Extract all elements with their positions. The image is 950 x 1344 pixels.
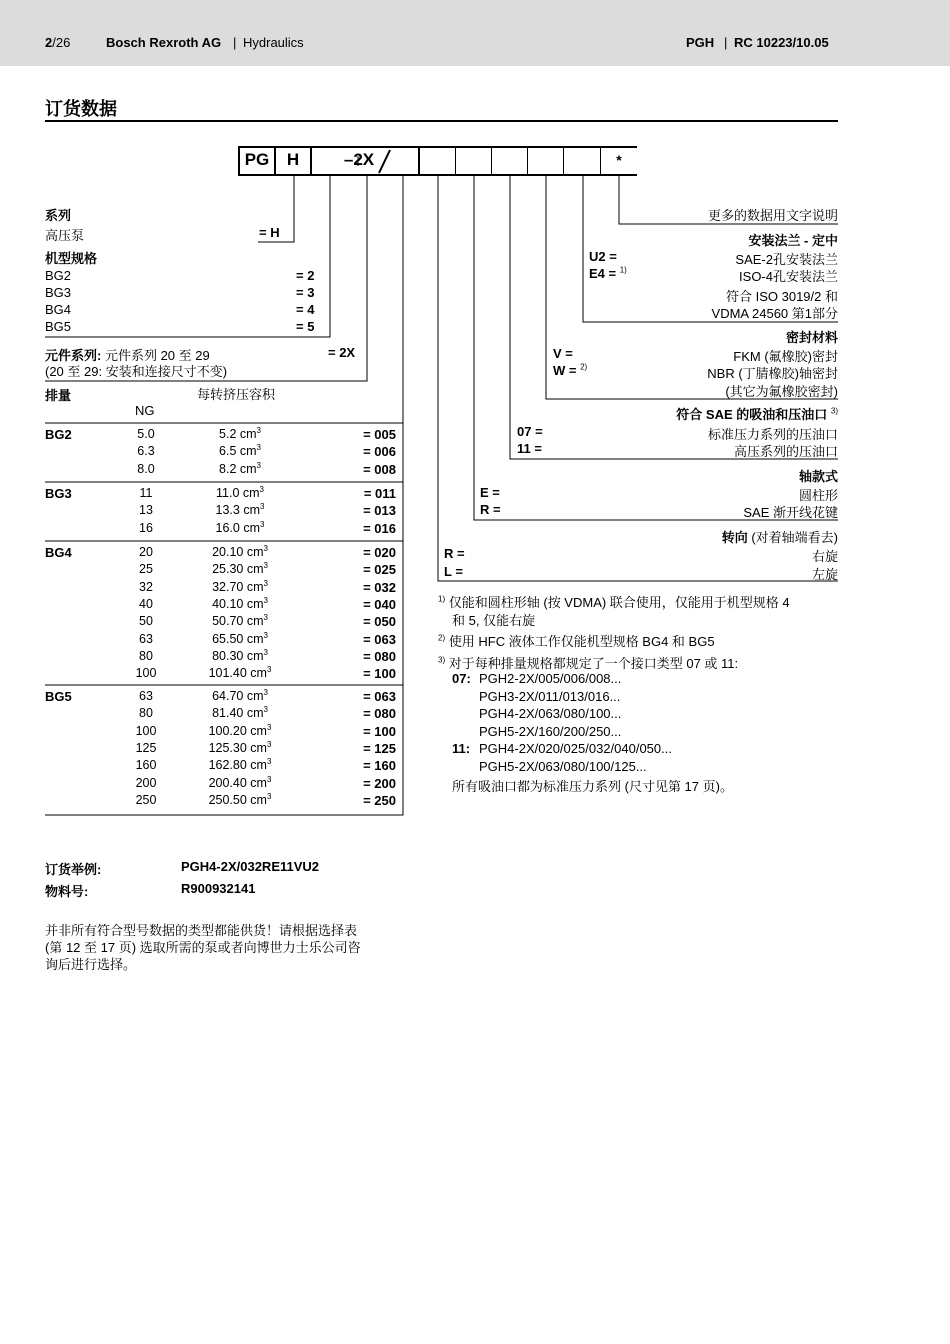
row-volume: [190, 427, 290, 441]
material-value: R900932141: [181, 881, 256, 896]
row-volume-value: 80.30 cm: [212, 648, 264, 663]
unit-exponent: 3: [260, 502, 265, 512]
size-name: BG4: [45, 302, 72, 317]
component-code: = 2X: [328, 345, 356, 360]
port-11-text: 高压系列的压油口: [733, 444, 838, 459]
model-line: PGH3-2X/011/013/016...: [479, 688, 621, 704]
seal-label: 密封材料: [785, 330, 838, 345]
row-volume-value: 65.50 cm: [212, 631, 264, 646]
row-volume: [190, 741, 290, 755]
material-label: 物料号:: [45, 884, 89, 899]
row-volume-value: 6.5 cm: [219, 444, 257, 459]
remark-line-1: 并非所有符合型号数据的类型都能供货！请根据选择表: [45, 923, 358, 938]
model-line: PGH4-2X/063/080/100...: [479, 706, 622, 721]
size-code: = 4: [296, 302, 315, 317]
row-ng: 40: [139, 596, 153, 611]
footnote-3-end: 所有吸油口都为标准压力系列 (尺寸见第 17 页)。: [452, 779, 733, 794]
unit-exponent: 3: [266, 757, 272, 767]
unit-exponent: 3: [263, 543, 268, 553]
remark-line-3: 询后进行选择。: [45, 957, 137, 972]
order-example-value: PGH4-2X/032RE11VU2: [181, 859, 320, 874]
row-code: = 020: [363, 545, 396, 560]
row-volume-value: 20.10 cm: [212, 545, 264, 559]
flange-label: 安装法兰 - 定中: [748, 233, 838, 248]
row-code: = 080: [363, 706, 396, 722]
port-07-text: 标准压力系列的压油口: [707, 427, 838, 442]
division-name: Hydraulics: [243, 35, 304, 50]
unit-exponent: 3: [263, 687, 268, 697]
row-volume-value: 162.80 cm: [208, 758, 267, 773]
seal-w-text2: (其它为氟橡胶密封): [725, 384, 838, 399]
row-code: = 063: [363, 689, 396, 704]
row-code: = 250: [363, 792, 396, 808]
shaft-e-text: 圆柱形: [798, 488, 838, 503]
row-volume: [190, 724, 290, 738]
row-volume-value: 125.30 cm: [208, 740, 267, 755]
flange-e4-text: ISO-4孔安装法兰: [739, 269, 838, 284]
row-ng: 32: [139, 579, 153, 594]
row-code: = 006: [363, 444, 396, 460]
row-volume-value: 32.70 cm: [212, 579, 264, 594]
row-code: = 050: [363, 614, 396, 630]
size-name: BG5: [45, 319, 72, 334]
row-code: = 032: [363, 579, 396, 595]
footnote-3-07-label: 07:: [452, 671, 471, 686]
company-name: Bosch Rexroth AG: [106, 35, 222, 50]
header-separator-2: |: [724, 35, 728, 50]
row-code: = 080: [363, 648, 396, 664]
rotation-l-text: 左旋: [811, 567, 838, 582]
unit-exponent: 3: [256, 425, 261, 435]
row-code: = 100: [363, 666, 396, 682]
row-volume-value: 40.10 cm: [212, 596, 264, 611]
unit-exponent: 3: [266, 791, 272, 801]
row-volume: [190, 444, 290, 458]
remark-line-2: (第 12 至 17 页) 选取所需的泵或者向博世力士乐公司咨: [45, 940, 361, 955]
group-name: BG2: [45, 427, 72, 442]
row-volume-value: 13.3 cm: [215, 503, 260, 518]
size-code: = 5: [296, 319, 315, 334]
row-ng: 100: [135, 723, 157, 738]
series-code: = H: [259, 225, 280, 240]
port-07-code: 07 =: [517, 424, 543, 439]
seal-v-text: FKM (氟橡胶)密封: [733, 349, 838, 364]
footnote-2: $^{2)}$ 使用 HFC 液体工作仅能机型规格 BG4 和 BG5: [438, 633, 715, 649]
code-box-h: H: [286, 150, 300, 169]
row-volume-value: 100.20 cm: [208, 723, 267, 738]
row-ng: 13: [139, 503, 153, 518]
row-volume: [190, 614, 290, 628]
unit-exponent: 3: [266, 739, 272, 749]
row-volume-value: 50.70 cm: [212, 614, 264, 629]
row-volume-value: 250.50 cm: [208, 792, 267, 807]
model-line: PGH5-2X/063/080/100/125...: [479, 758, 647, 774]
row-ng: 250: [135, 792, 157, 807]
rotation-l-code: L =: [444, 564, 463, 579]
row-ng: 16: [139, 520, 153, 535]
row-code: = 063: [363, 631, 396, 647]
component-note: (20 至 29: 安装和连接尺寸不变): [45, 364, 228, 379]
size-code: = 3: [296, 285, 315, 300]
row-volume: [190, 758, 290, 772]
series-item: 高压泵: [45, 228, 85, 243]
row-volume-value: 101.40 cm: [208, 666, 267, 681]
model-line: PGH4-2X/020/025/032/040/050...: [479, 741, 672, 756]
row-volume-value: 200.40 cm: [208, 775, 267, 790]
row-ng: 100: [135, 666, 157, 681]
size-name: BG3: [45, 285, 72, 300]
more-data-label: 更多的数据用文字说明: [707, 208, 838, 223]
code-box-2x: –2X: [343, 150, 375, 169]
rotation-r-text: 右旋: [811, 549, 838, 564]
row-code: = 016: [363, 520, 396, 536]
row-code: = 100: [363, 723, 396, 739]
row-code: = 160: [363, 758, 396, 774]
row-ng: 125: [135, 740, 157, 755]
footnote-3: $^{3)}$ 对于每种排量规格都规定了一个接口类型 07 或 11:: [438, 655, 739, 671]
code-box-star: *: [616, 152, 622, 168]
row-volume: [190, 503, 290, 517]
row-volume: [190, 776, 290, 790]
row-volume: [190, 632, 290, 646]
unit-exponent: 3: [259, 484, 264, 494]
rotation-label: 转向 (对着轴端看去): [721, 530, 838, 545]
doc-reference: RC 10223/10.05: [734, 35, 829, 50]
unit-exponent: 3: [263, 613, 268, 623]
rotation-r-code: R =: [444, 546, 465, 561]
row-ng: 80: [139, 706, 153, 721]
seal-v-code: V =: [553, 346, 573, 361]
seal-w-text: NBR (丁腈橡胶)轴密封: [707, 366, 838, 381]
footnote-1-cont: 和 5, 仅能右旋: [452, 613, 536, 628]
row-ng: 25: [139, 562, 153, 577]
shaft-e-code: E =: [480, 485, 500, 500]
row-code: = 040: [363, 596, 396, 612]
row-ng: 80: [139, 648, 153, 663]
size-label: 机型规格: [45, 251, 98, 266]
row-code: = 125: [363, 740, 396, 756]
row-volume: [190, 562, 290, 576]
code-box-pg: PG: [244, 150, 270, 169]
row-volume: [190, 580, 290, 594]
header-separator: |: [233, 35, 237, 50]
unit-exponent: 3: [256, 460, 261, 470]
row-code: = 013: [363, 503, 396, 519]
row-ng: 63: [139, 631, 153, 646]
row-ng: 8.0: [137, 461, 155, 476]
size-name: BG2: [45, 268, 72, 283]
displacement-label: 排量: [45, 388, 72, 403]
row-ng: 50: [139, 614, 153, 629]
order-example-label: 订货举例:: [45, 862, 102, 877]
row-volume-value: 8.2 cm: [219, 461, 257, 476]
row-volume-value: 11.0 cm: [216, 486, 260, 500]
row-ng: 160: [135, 758, 157, 773]
row-volume: [190, 521, 290, 535]
page-number: 2/26: [45, 35, 71, 50]
group-name: BG5: [45, 689, 72, 704]
row-volume: [190, 689, 290, 703]
page-title: 订货数据: [45, 99, 117, 119]
footnote-3-11-label: 11:: [452, 741, 471, 756]
flange-e4-text2: 符合 ISO 3019/2 和: [726, 289, 838, 304]
row-volume: [190, 545, 290, 559]
unit-exponent: 3: [263, 647, 268, 657]
row-ng: 11: [139, 486, 153, 500]
row-volume: [190, 597, 290, 611]
shaft-r-text: SAE 渐开线花键: [743, 505, 838, 520]
row-volume: [190, 649, 290, 663]
unit-exponent: 3: [263, 561, 268, 571]
series-label: 系列: [45, 208, 72, 223]
unit-exponent: 3: [260, 519, 265, 529]
shaft-r-code: R =: [480, 502, 501, 517]
row-code: = 200: [363, 775, 396, 791]
unit-exponent: 3: [266, 774, 272, 784]
shaft-label: 轴款式: [798, 469, 838, 484]
unit-exponent: 3: [266, 664, 272, 674]
component-series: 元件系列: 元件系列 20 至 29: [45, 348, 210, 363]
row-ng: 200: [135, 775, 157, 790]
model-line: PGH5-2X/160/200/250...: [479, 723, 622, 739]
flange-u2-text: SAE-2孔安装法兰: [735, 252, 838, 267]
port-label: 符合 SAE 的吸油和压油口 $^{3)}$: [676, 406, 838, 422]
row-volume-value: 5.2 cm: [219, 427, 257, 441]
group-name: BG3: [45, 486, 72, 501]
unit-exponent: 3: [256, 443, 261, 453]
flange-u2-code: U2 =: [589, 249, 617, 264]
port-11-code: 11 =: [517, 441, 542, 456]
group-name: BG4: [45, 545, 72, 560]
footnote-1: $^{1)}$ 仅能和圆柱形轴 (按 VDMA) 联合使用，仅能用于机型规格 4: [438, 594, 790, 610]
row-code: = 008: [363, 461, 396, 477]
row-volume: [190, 462, 290, 476]
row-ng: 5.0: [137, 427, 155, 441]
row-volume-value: 64.70 cm: [212, 689, 264, 703]
unit-exponent: 3: [263, 595, 268, 605]
row-code: = 025: [363, 562, 396, 578]
unit-exponent: 3: [263, 630, 268, 640]
seal-w-code: W = $^{2)}$: [553, 362, 588, 378]
unit-exponent: 3: [263, 578, 268, 588]
row-volume: [190, 793, 290, 807]
row-code: = 011: [363, 486, 396, 501]
row-volume: [190, 706, 290, 720]
flange-e4-code: E4 = $^{1)}$: [589, 265, 627, 281]
unit-exponent: 3: [266, 722, 272, 732]
product-name: PGH: [686, 35, 715, 50]
row-ng: 20: [139, 545, 153, 559]
row-volume: [190, 486, 290, 500]
displacement-column: 每转挤压容积: [197, 387, 276, 402]
row-ng: 63: [139, 689, 153, 703]
ng-label: NG: [135, 403, 155, 418]
size-code: = 2: [296, 268, 315, 283]
row-volume-value: 25.30 cm: [212, 562, 264, 577]
row-volume-value: 16.0 cm: [215, 520, 260, 535]
row-volume: [190, 666, 290, 680]
row-code: = 005: [363, 427, 396, 442]
unit-exponent: 3: [263, 705, 268, 715]
model-line: PGH2-2X/005/006/008...: [479, 671, 622, 686]
row-ng: 6.3: [137, 444, 155, 459]
row-volume-value: 81.40 cm: [212, 706, 264, 721]
flange-e4-text3: VDMA 24560 第1部分: [711, 306, 838, 321]
